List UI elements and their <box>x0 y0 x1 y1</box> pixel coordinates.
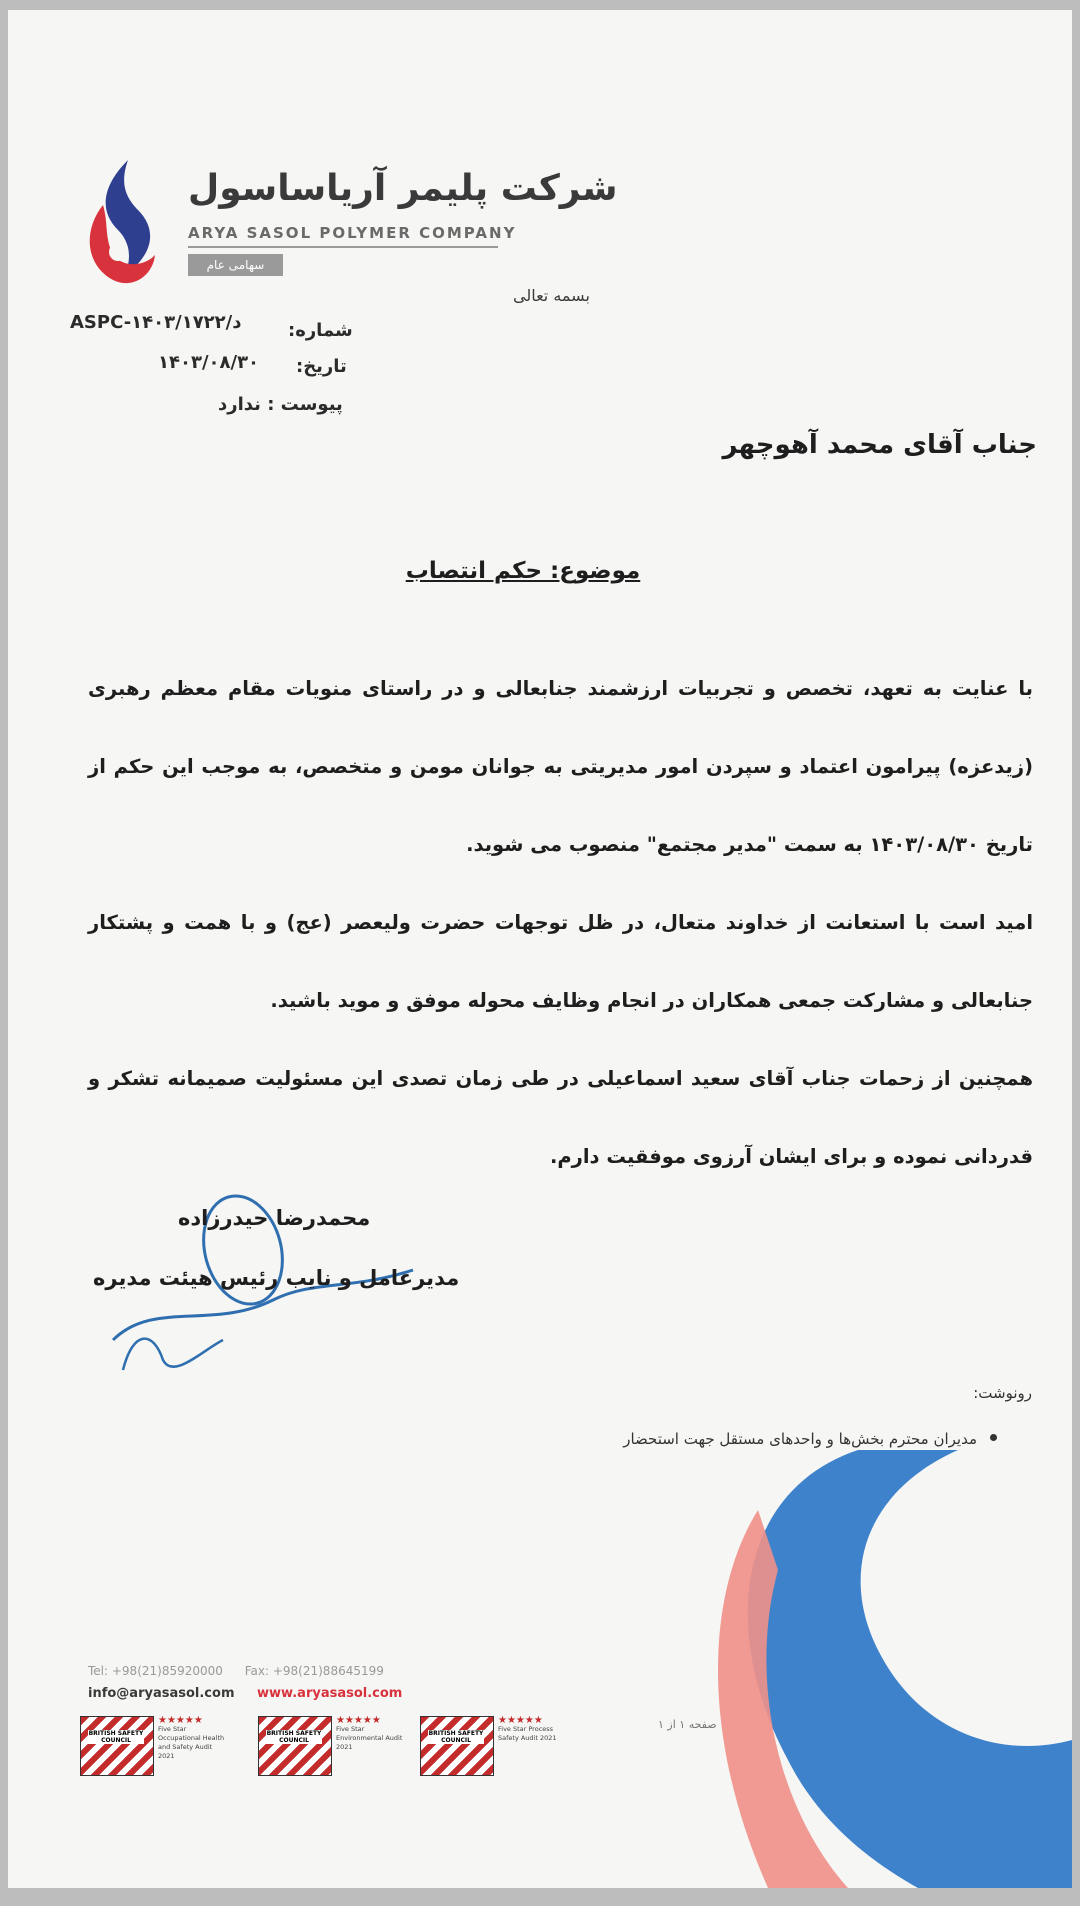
letter-page <box>8 10 1072 1888</box>
badge-stripes-icon <box>80 1716 154 1776</box>
badge-caption: Five Star Environmental Audit 2021 <box>336 1725 403 1751</box>
recipient: جناب آقای محمد آهوچهر <box>722 430 1037 460</box>
stars-icon: ★★★★★ <box>498 1715 543 1726</box>
stars-icon: ★★★★★ <box>336 1715 381 1726</box>
badge-label: BRITISH SAFETY COUNCIL <box>428 1730 484 1744</box>
badge-caption: Five Star Process Safety Audit 2021 <box>498 1725 557 1742</box>
letter-number: ASPC-۱۴۰۳/د/۱۷۲۲ <box>70 312 242 333</box>
company-type-tag: سهامی عام <box>188 254 283 276</box>
body-paragraph-1: با عنایت به تعهد، تخصص و تجربیات ارزشمند جنابعالی و در راستای منویات مقام معظم رهبری (زیدعزه) پیرامون اعتماد و سپردن امور مدیریتی به جوانان مومن و متخصص، به موجب این حکم از تاریخ ۱۴۰۳/۰۸/۳۰ به سمت "مدیر مجتمع" منصوب می شوید. <box>88 677 1033 856</box>
badge-stripes-icon <box>420 1716 494 1776</box>
badge-label: BRITISH SAFETY COUNCIL <box>88 1730 144 1744</box>
letterhead-divider <box>188 246 498 248</box>
badge-caption: Five Star Occupational Health and Safety Audit 2021 <box>158 1725 225 1760</box>
cc-item: مدیران محترم بخش‌ها و واحدهای مستقل جهت استحضار <box>623 1430 977 1448</box>
page-number: صفحه ۱ از ۱ <box>658 1718 717 1731</box>
footer-email[interactable]: info@aryasasol.com <box>88 1686 235 1701</box>
letter-date: ۱۴۰۳/۰۸/۳۰ <box>158 352 260 373</box>
badge-stripes-icon <box>258 1716 332 1776</box>
date-label: تاریخ: <box>296 356 347 377</box>
company-name-en: ARYA SASOL POLYMER COMPANY <box>188 224 517 242</box>
badge-label: BRITISH SAFETY COUNCIL <box>266 1730 322 1744</box>
company-name-fa: شرکت پلیمر آریاساسول <box>188 168 618 209</box>
footer-fax: Fax: +98(21)88645199 <box>244 1664 384 1678</box>
company-logo-icon <box>73 150 173 290</box>
safety-badge <box>258 1716 408 1780</box>
basmala: بسمه تعالی <box>513 286 590 305</box>
signatory-title: مدیرعامل و نایب رئیس هیئت مدیره <box>93 1266 460 1290</box>
decorative-swoosh-icon <box>698 1430 1072 1888</box>
body-paragraph-3: همچنین از زحمات جناب آقای سعید اسماعیلی در طی زمان تصدی این مسئولیت صمیمانه تشکر و قدردانی نموده و برای ایشان آرزوی موفقیت دارم. <box>88 1067 1033 1168</box>
footer-tel: Tel: +98(21)85920000 <box>88 1664 223 1678</box>
subject: موضوع: حکم انتصاب <box>405 558 641 584</box>
safety-badge <box>80 1716 230 1780</box>
number-label: شماره: <box>288 320 353 341</box>
signatory-name: محمدرضا حیدرزاده <box>178 1206 371 1230</box>
stars-icon: ★★★★★ <box>158 1715 203 1726</box>
body-paragraph-2: امید است با استعانت از خداوند متعال، در ظل توجهات حضرت ولیعصر (عج) و با همت و پشتکار جنابعالی و مشارکت جمعی همکاران در انجام وظایف محوله موفق و موید باشید. <box>88 911 1033 1012</box>
attachment-line: پیوست : ندارد <box>218 394 343 415</box>
cc-label: رونوشت: <box>973 1384 1032 1402</box>
safety-badge <box>420 1716 570 1780</box>
footer-website[interactable]: www.aryasasol.com <box>257 1686 403 1701</box>
